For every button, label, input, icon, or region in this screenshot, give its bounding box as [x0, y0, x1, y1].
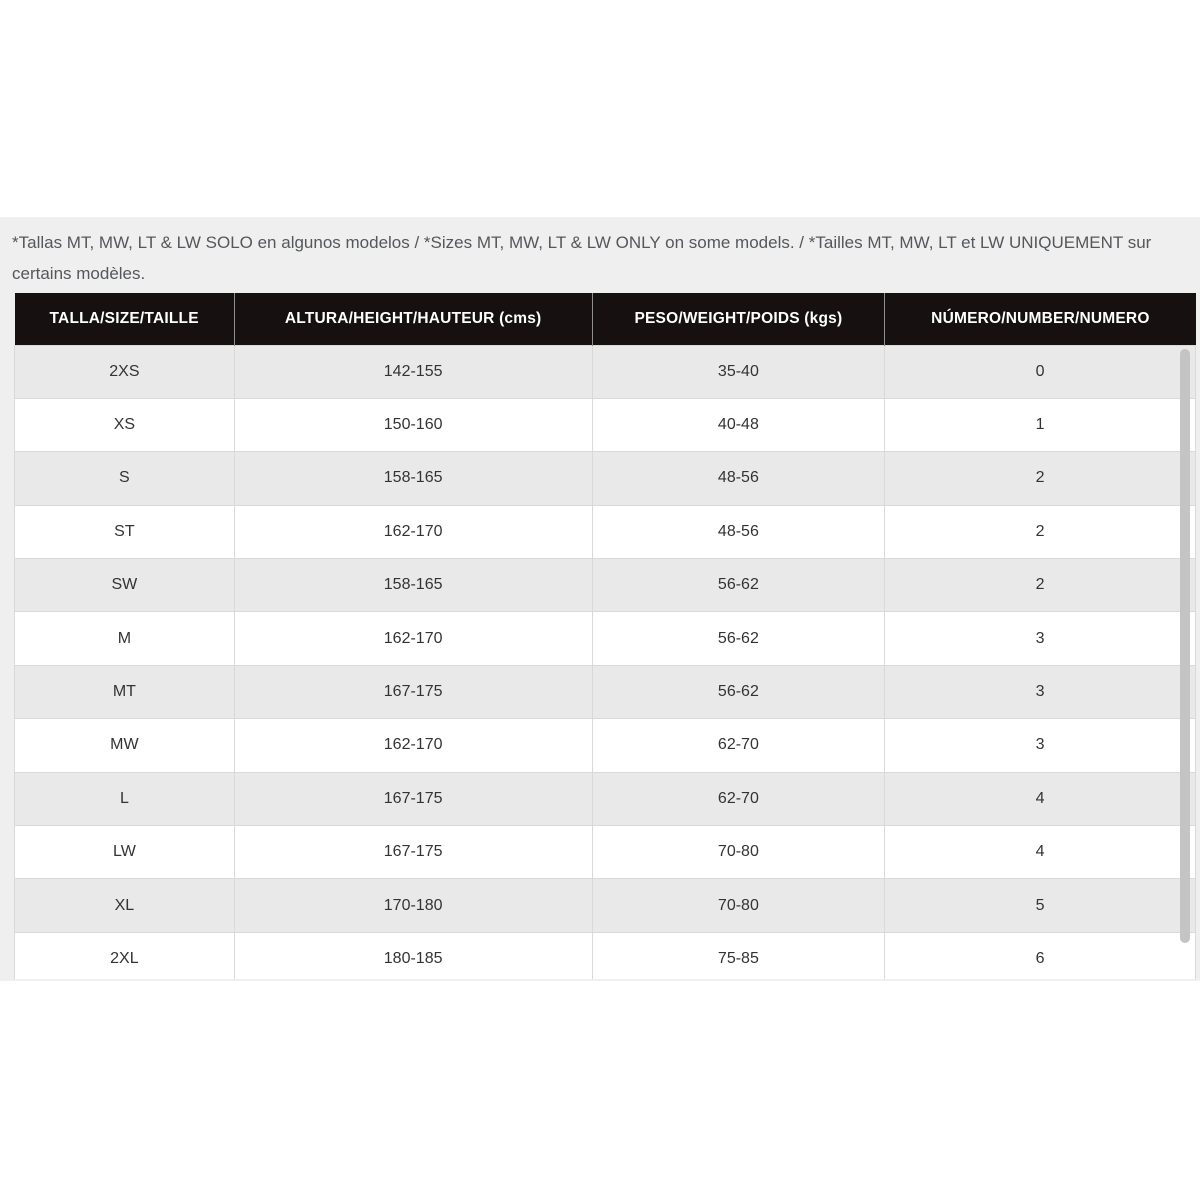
size-table-header — [15, 293, 1196, 345]
table-cell: 56-62 — [592, 665, 885, 718]
table-cell: 2 — [885, 559, 1196, 612]
table-cell: 3 — [885, 665, 1196, 718]
table-cell: 158-165 — [234, 559, 592, 612]
table-cell: 142-155 — [234, 345, 592, 398]
header-row — [15, 293, 1196, 345]
table-row — [15, 345, 1196, 398]
table-row — [15, 505, 1196, 558]
table-cell: 62-70 — [592, 719, 885, 772]
size-guide-section — [0, 217, 1200, 981]
table-cell: 75-85 — [592, 932, 885, 979]
table-row — [15, 612, 1196, 665]
table-cell: XL — [15, 879, 235, 932]
table-cell: LW — [15, 826, 235, 879]
table-cell: 170-180 — [234, 879, 592, 932]
table-cell: 158-165 — [234, 452, 592, 505]
table-cell: 62-70 — [592, 772, 885, 825]
table-cell: 4 — [885, 826, 1196, 879]
table-cell: 3 — [885, 719, 1196, 772]
table-cell: 150-160 — [234, 398, 592, 451]
table-cell: 162-170 — [234, 719, 592, 772]
table-cell: 1 — [885, 398, 1196, 451]
column-header-altura: ALTURA/HEIGHT/HAUTEUR (cms) — [234, 293, 592, 345]
table-scrollbar-thumb[interactable] — [1180, 349, 1190, 943]
table-row — [15, 665, 1196, 718]
table-cell: 167-175 — [234, 665, 592, 718]
table-row — [15, 879, 1196, 932]
table-cell: SW — [15, 559, 235, 612]
size-table — [14, 293, 1196, 979]
table-row — [15, 452, 1196, 505]
column-header-talla: TALLA/SIZE/TAILLE — [15, 293, 235, 345]
table-cell: 70-80 — [592, 879, 885, 932]
size-table-body — [15, 345, 1196, 979]
table-cell: 6 — [885, 932, 1196, 979]
size-table-container[interactable] — [14, 293, 1196, 979]
table-cell: XS — [15, 398, 235, 451]
table-cell: 180-185 — [234, 932, 592, 979]
table-cell: M — [15, 612, 235, 665]
table-cell: MT — [15, 665, 235, 718]
table-cell: MW — [15, 719, 235, 772]
table-row — [15, 932, 1196, 979]
table-cell: ST — [15, 505, 235, 558]
table-row — [15, 719, 1196, 772]
table-cell: 167-175 — [234, 772, 592, 825]
table-cell: 162-170 — [234, 505, 592, 558]
column-header-numero: NÚMERO/NUMBER/NUMERO — [885, 293, 1196, 345]
table-cell: 35-40 — [592, 345, 885, 398]
table-cell: S — [15, 452, 235, 505]
table-cell: 5 — [885, 879, 1196, 932]
table-cell: 3 — [885, 612, 1196, 665]
column-header-peso: PESO/WEIGHT/POIDS (kgs) — [592, 293, 885, 345]
table-cell: 2XL — [15, 932, 235, 979]
table-cell: 48-56 — [592, 505, 885, 558]
table-cell: 48-56 — [592, 452, 885, 505]
table-cell: 167-175 — [234, 826, 592, 879]
table-row — [15, 772, 1196, 825]
table-cell: 70-80 — [592, 826, 885, 879]
table-cell: 2 — [885, 452, 1196, 505]
table-cell: 40-48 — [592, 398, 885, 451]
table-row — [15, 398, 1196, 451]
table-cell: 56-62 — [592, 559, 885, 612]
table-cell: 162-170 — [234, 612, 592, 665]
table-cell: 56-62 — [592, 612, 885, 665]
table-cell: 2 — [885, 505, 1196, 558]
table-cell: 4 — [885, 772, 1196, 825]
table-cell: 0 — [885, 345, 1196, 398]
size-note-text: *Tallas MT, MW, LT & LW SOLO en algunos modelos / *Sizes MT, MW, LT & LW ONLY on some models. / *Tailles MT, MW, LT et LW UNIQUEMENT sur certains modèles. — [12, 233, 1152, 283]
table-row — [15, 826, 1196, 879]
table-cell: 2XS — [15, 345, 235, 398]
table-row — [15, 559, 1196, 612]
table-cell: L — [15, 772, 235, 825]
